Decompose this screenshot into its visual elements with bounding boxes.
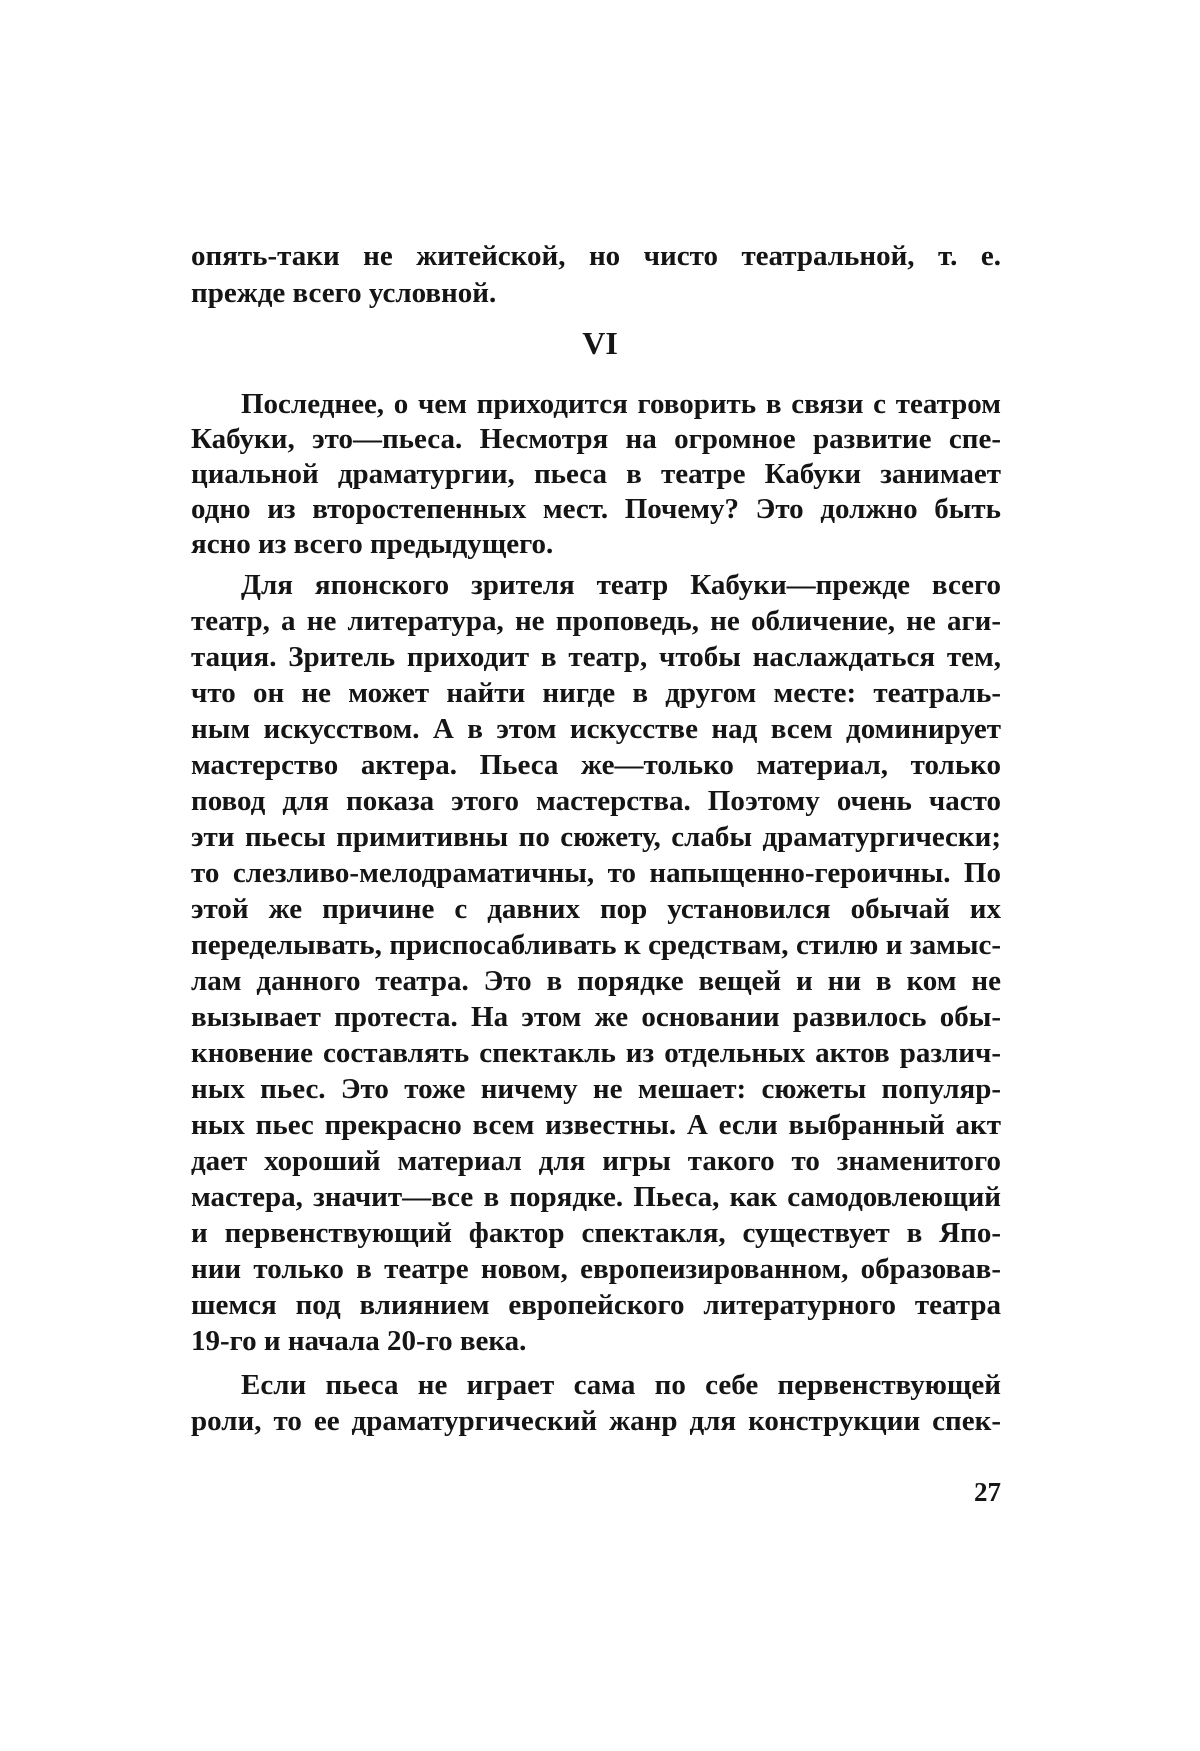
text-line: то слезливо-мелодраматичны, то напыщенно-героичны. По [191, 857, 1001, 889]
page-number: 27 [974, 1477, 1001, 1507]
text-line: опять-таки не житейской, но чисто театральной, т. е. [191, 240, 1001, 272]
text-line: и первенствующий фактор спектакля, существует в Япо- [191, 1217, 1001, 1249]
text-line: ясно из всего предыдущего. [191, 528, 554, 560]
text-line: тация. Зритель приходит в театр, чтобы наслаждаться тем, [191, 641, 1001, 673]
text-line: вызывает протеста. На этом же основании развилось обы- [191, 1001, 1001, 1033]
text-line: нии только в театре новом, европеизированном, образовав- [191, 1253, 1001, 1285]
text-line: дает хороший материал для игры такого то знаменитого [191, 1145, 1001, 1177]
text-line: прежде всего условной. [191, 277, 497, 309]
section-heading: VI [582, 325, 618, 361]
text-line: что он не может найти нигде в другом месте: театраль- [191, 677, 1001, 709]
text-line: повод для показа этого мастерства. Поэтому очень часто [191, 785, 1001, 817]
text-line: ных пьес прекрасно всем известны. А если выбранный акт [191, 1109, 1001, 1141]
text-line: Если пьеса не играет сама по себе первенствующей [241, 1369, 1001, 1401]
text-line: мастера, значит—все в порядке. Пьеса, как самодовлеющий [191, 1181, 1001, 1213]
text-line: роли, то ее драматургический жанр для конструкции спек- [191, 1405, 1001, 1437]
text-line: шемся под влиянием европейского литературного театра [191, 1289, 1001, 1321]
text-line: Кабуки, это—пьеса. Несмотря на огромное развитие спе- [191, 423, 1001, 455]
text-line: этой же причине с давних пор установился обычай их [191, 893, 1001, 925]
text-line: Последнее, о чем приходится говорить в связи с театром [241, 388, 1001, 420]
text-line: 19-го и начала 20-го века. [191, 1325, 527, 1357]
text-line: театр, а не литература, не проповедь, не обличение, не аги- [191, 605, 1001, 637]
text-line: циальной драматургии, пьеса в театре Кабуки занимает [191, 458, 1001, 490]
text-line: кновение составлять спектакль из отдельных актов различ- [191, 1037, 1001, 1069]
text-line: лам данного театра. Это в порядке вещей и ни в ком не [191, 965, 1001, 997]
text-line: эти пьесы примитивны по сюжету, слабы драматургически; [191, 821, 1001, 853]
text-line: Для японского зрителя театр Кабуки—прежде всего [241, 569, 1001, 601]
text-line: ных пьес. Это тоже ничему не мешает: сюжеты популяр- [191, 1073, 1001, 1105]
text-line: ным искусством. А в этом искусстве над всем доминирует [191, 713, 1001, 745]
text-line: мастерство актера. Пьеса же—только материал, только [191, 749, 1001, 781]
text-line: переделывать, приспосабливать к средствам, стилю и замыс- [191, 929, 1001, 961]
text-line: одно из второстепенных мест. Почему? Это должно быть [191, 493, 1001, 525]
